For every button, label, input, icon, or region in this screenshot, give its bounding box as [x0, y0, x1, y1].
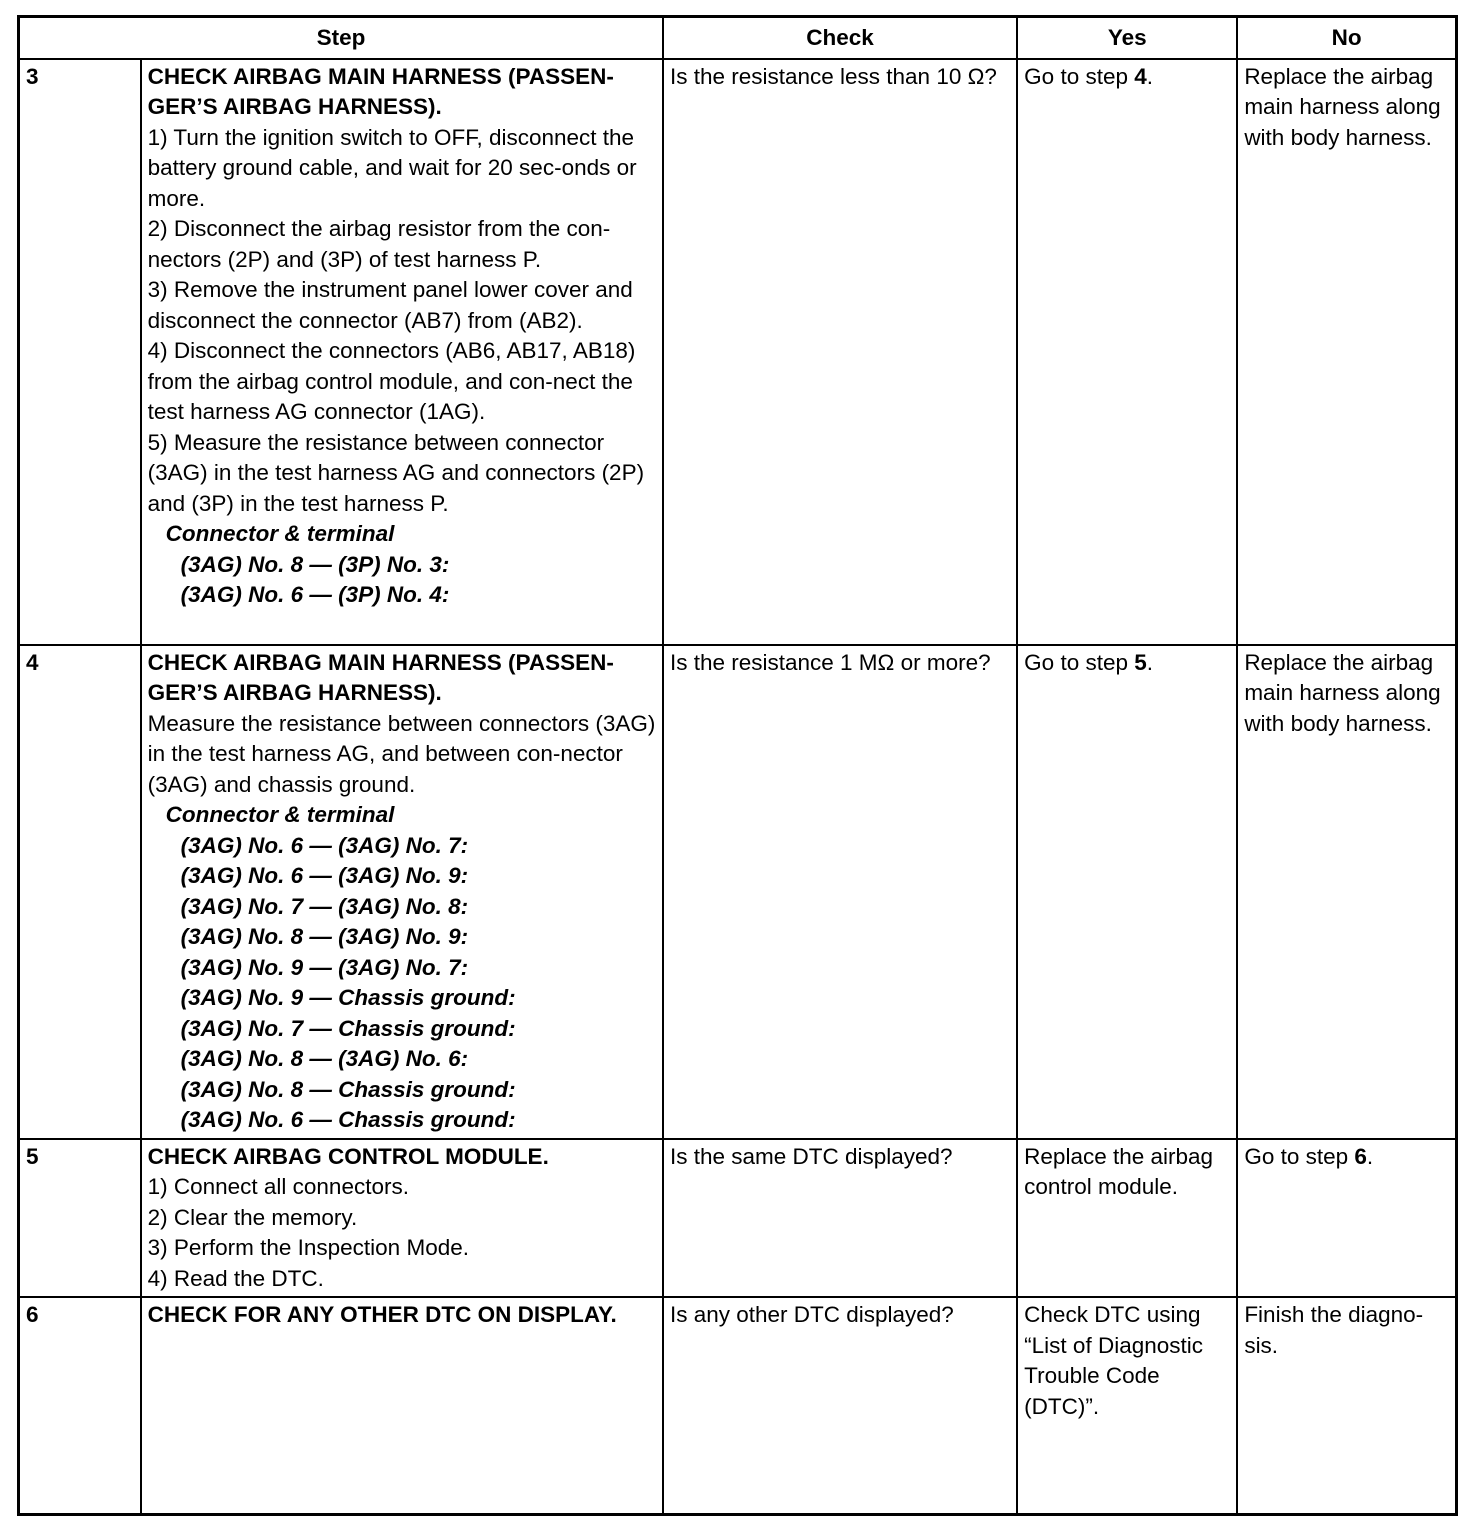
yes-text: Go to step — [1024, 63, 1135, 89]
no-text: Go to step — [1244, 1143, 1355, 1169]
step-description — [141, 59, 663, 645]
terminal-spec: (3AG) No. 9 — (3AG) No. 7: — [180, 954, 469, 980]
terminal-spec: (3AG) No. 8 — (3AG) No. 6: — [180, 1046, 469, 1071]
no-cell — [1237, 1139, 1456, 1298]
step-instruction: 3) Perform the Inspection Mode. — [147, 1235, 469, 1260]
step-instruction: 5) Measure the resistance between connector (3AG) in the test harness AG and connectors (2P) and (3P) in the test harness P. — [147, 429, 645, 516]
terminal-spec: (3AG) No. 6 — (3AG) No. 9: — [180, 863, 469, 888]
yes-suffix: . — [1146, 649, 1154, 675]
step-instruction: 2) Clear the memory. — [147, 1204, 358, 1230]
diagnostic-table — [17, 15, 1458, 1516]
table-header-row — [19, 17, 1457, 59]
yes-cell: Check DTC using “List of Diagnostic Trouble Code (DTC)”. — [1017, 1297, 1237, 1515]
step-title: CHECK AIRBAG MAIN HARNESS (PASSEN-GER’S AIRBAG HARNESS). — [147, 649, 614, 705]
terminal-spec: (3AG) No. 6 — (3P) No. 4: — [180, 582, 450, 607]
terminal-spec: (3AG) No. 8 — (3AG) No. 9: — [180, 924, 469, 949]
step-title: CHECK FOR ANY OTHER DTC ON DISPLAY. — [147, 1302, 617, 1327]
no-cell: Finish the diagno-sis. — [1237, 1297, 1456, 1515]
header-yes: Yes — [1017, 17, 1237, 59]
yes-cell: Replace the airbag control module. — [1017, 1139, 1237, 1298]
terminal-spec: (3AG) No. 7 — (3AG) No. 8: — [180, 893, 469, 919]
step-instruction: 3) Remove the instrument panel lower cover and disconnect the connector (AB7) from (AB2). — [147, 277, 633, 333]
table-row — [19, 1297, 1457, 1515]
step-number: 3 — [19, 59, 141, 645]
yes-cell — [1017, 59, 1237, 645]
connector-label: Connector & terminal — [165, 802, 395, 827]
step-instruction: 2) Disconnect the airbag resistor from the con-nectors (2P) and (3P) of test harness P. — [147, 216, 611, 272]
terminal-spec: (3AG) No. 8 — Chassis ground: — [180, 1076, 516, 1102]
step-description — [141, 1297, 663, 1515]
terminal-spec: (3AG) No. 6 — (3AG) No. 7: — [180, 832, 469, 858]
no-step-ref: 6 — [1354, 1143, 1367, 1169]
terminal-spec: (3AG) No. 7 — Chassis ground: — [180, 1015, 516, 1041]
check-cell: Is the resistance 1 MΩ or more? — [663, 645, 1017, 1139]
no-cell: Replace the airbag main harness along with body harness. — [1237, 645, 1456, 1139]
step-instruction: 4) Disconnect the connectors (AB6, AB17, AB18) from the airbag control module, and con-nect the test harness AG connector (1AG). — [147, 338, 636, 424]
step-number: 4 — [19, 645, 141, 1139]
header-no: No — [1237, 17, 1456, 59]
step-number: 6 — [19, 1297, 141, 1515]
terminal-spec: (3AG) No. 9 — Chassis ground: — [180, 985, 516, 1010]
check-cell: Is any other DTC displayed? — [663, 1297, 1017, 1515]
yes-text: Go to step — [1024, 649, 1135, 675]
check-cell: Is the same DTC displayed? — [663, 1139, 1017, 1298]
yes-cell — [1017, 645, 1237, 1139]
no-suffix: . — [1366, 1143, 1374, 1169]
terminal-spec: (3AG) No. 8 — (3P) No. 3: — [180, 551, 450, 577]
step-instruction: 1) Connect all connectors. — [147, 1174, 409, 1199]
step-instruction: 1) Turn the ignition switch to OFF, disconnect the battery ground cable, and wait for 20 sec-onds or more. — [147, 124, 637, 211]
step-title: CHECK AIRBAG MAIN HARNESS (PASSEN-GER’S AIRBAG HARNESS). — [147, 63, 614, 119]
yes-suffix: . — [1146, 63, 1154, 89]
step-number: 5 — [19, 1139, 141, 1298]
yes-step-ref: 4 — [1134, 63, 1147, 89]
yes-step-ref: 5 — [1134, 649, 1147, 675]
header-check: Check — [663, 17, 1017, 59]
no-cell: Replace the airbag main harness along with body harness. — [1237, 59, 1456, 645]
table-row — [19, 645, 1457, 1139]
header-step: Step — [19, 17, 663, 59]
step-instruction: Measure the resistance between connectors (3AG) in the test harness AG, and between con-nector (3AG) and chassis ground. — [147, 710, 656, 797]
connector-label: Connector & terminal — [165, 521, 395, 546]
table-row — [19, 1139, 1457, 1298]
table-row — [19, 59, 1457, 645]
step-title: CHECK AIRBAG CONTROL MODULE. — [147, 1143, 549, 1169]
check-cell: Is the resistance less than 10 Ω? — [663, 59, 1017, 645]
step-description — [141, 1139, 663, 1298]
step-description — [141, 645, 663, 1139]
step-instruction: 4) Read the DTC. — [147, 1265, 324, 1291]
terminal-spec: (3AG) No. 6 — Chassis ground: — [180, 1107, 516, 1132]
